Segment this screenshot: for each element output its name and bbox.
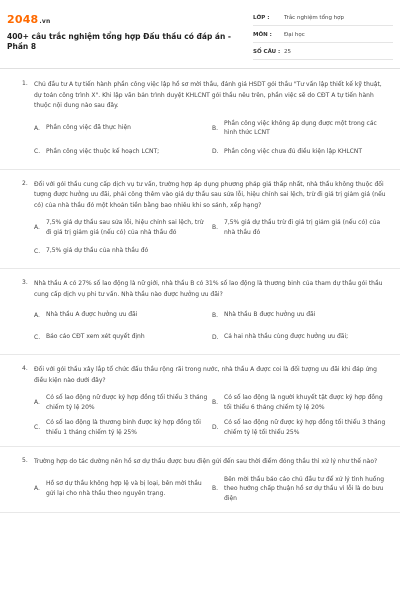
option-text: Bên mời thầu báo cáo chủ đầu tư để xử lý tình huống theo hướng chấp thuận hồ sơ dự thầu vì lỗi là do bưu điện [224, 475, 385, 502]
option-a[interactable] [34, 390, 212, 415]
option-letter: B. [212, 311, 219, 319]
meta-row-class [253, 12, 393, 26]
meta-key: LỚP : [253, 15, 270, 21]
option-text: 7,5% giá dự thầu trừ đi giá trị giảm giá (nếu có) của nhà thầu đó [224, 219, 381, 236]
option-text: 7,5% giá dự thầu của nhà thầu đó [46, 247, 149, 255]
question-4 [0, 355, 400, 447]
question-number: 4. [22, 365, 28, 372]
option-text: Có số lao động là thương binh được ký hợp đồng tối thiểu 1 tháng chiếm tỷ lệ 25% [46, 419, 201, 436]
question-number: 5. [22, 457, 28, 464]
meta-value: 25 [284, 49, 291, 55]
option-c[interactable] [34, 326, 212, 348]
site-logo[interactable] [7, 13, 50, 26]
question-2 [0, 170, 400, 270]
option-c[interactable] [34, 141, 212, 163]
option-c[interactable] [34, 415, 212, 440]
meta-key: MÔN : [253, 32, 272, 38]
option-letter: C. [34, 247, 41, 255]
option-list [34, 215, 390, 262]
option-b[interactable] [212, 472, 390, 507]
option-b[interactable] [212, 390, 390, 415]
meta-key: SỐ CÂU : [253, 49, 281, 55]
option-b[interactable] [212, 116, 390, 141]
logo-suffix: .vn [39, 18, 51, 25]
option-d[interactable] [212, 141, 390, 163]
option-letter: A. [34, 311, 40, 319]
option-letter: C. [34, 333, 41, 341]
option-letter: D. [212, 424, 219, 431]
question-text: Đối với gói thầu cung cấp dịch vụ tư vấn, trường hợp áp dụng phương pháp giá thấp nhất, nhà thầu không thuộc đối tượng được hưởng ưu đãi, phải công thêm vào giá dự thầu sau sửa lỗi, hiệu chỉnh sai lệch, trừ đi giá trị giảm giá (nếu có) của nhà thầu đó một khoản tiền bằng bao nhiêu khi so sánh, xếp hạng? [34, 180, 386, 209]
question-5 [0, 447, 400, 513]
option-list [34, 304, 390, 348]
question-text: Chủ đầu tư A tự tiến hành phần công việc lập hồ sơ mời thầu, đánh giá HSDT gói thầu "Tư vấn lập thiết kế kỹ thuật, dự toán công trình X". Khi lập văn bản trình duyệt KHLCNT gói thầu nêu trên, phần việc sẽ do CĐT A tự tiến hành thuộc nội dung nào sau đây. [34, 81, 382, 109]
meta-row-subject [253, 29, 393, 43]
meta-value: Trắc nghiệm tổng hợp [284, 15, 345, 21]
question-3 [0, 269, 400, 355]
option-text: Hồ sơ dự thầu không hợp lệ và bị loại, bên mời thầu gửi lại cho nhà thầu theo nguyên trạng. [46, 480, 202, 497]
option-b[interactable] [212, 215, 390, 240]
question-number: 1. [22, 80, 28, 87]
question-number: 2. [22, 179, 28, 187]
option-a[interactable] [34, 116, 212, 141]
option-letter: A. [34, 124, 40, 132]
option-list [34, 116, 390, 163]
option-text: Nhà thầu A được hưởng ưu đãi [46, 311, 138, 319]
option-letter: C. [34, 424, 41, 431]
option-text: Phần công việc thuộc kế hoạch LCNT; [46, 147, 160, 155]
question-1 [0, 70, 400, 170]
option-list [34, 390, 390, 440]
question-text: Trường hợp do tác dường nên hồ sơ dự thầu được bưu điện gửi đến sau thời điểm đóng thầu thì xử lý như thế nào? [34, 458, 378, 465]
option-a[interactable] [34, 472, 212, 507]
header-divider [0, 68, 400, 69]
option-text: Báo cáo CĐT xem xét quyết định [46, 333, 145, 341]
page-title: 400+ câu trắc nghiệm tổng hợp Đấu thầu có đáp án - Phần 8 [7, 32, 232, 51]
option-text: Phần công việc đã thực hiện [46, 124, 131, 132]
option-text: Có số lao động nữ được ký hợp đồng tối thiểu 3 tháng chiếm tỷ lệ 20% [46, 394, 208, 411]
option-letter: D. [212, 333, 219, 341]
option-list [34, 472, 390, 507]
option-d[interactable] [212, 415, 390, 440]
document-header [0, 0, 400, 70]
meta-table [253, 12, 393, 60]
option-letter: C. [34, 148, 41, 155]
option-a[interactable] [34, 215, 212, 240]
option-c[interactable] [34, 240, 212, 262]
option-letter: B. [212, 224, 219, 231]
option-text: Phần công việc chưa đủ điều kiện lập KHLCNT [224, 147, 363, 155]
question-text: Nhà thầu A có 27% số lao động là nữ giới, nhà thầu B có 31% số lao động là thương binh của tham dự thầu gói thầu cung cấp dịch vụ phi tư vấn. Nhà thầu nào được hưởng ưu đãi? [34, 280, 383, 298]
question-number: 3. [22, 279, 28, 286]
option-b[interactable] [212, 304, 390, 326]
option-d[interactable] [212, 326, 390, 348]
option-letter: D. [212, 148, 219, 155]
option-letter: B. [212, 399, 219, 406]
meta-value: Đại học [284, 32, 305, 38]
option-a[interactable] [34, 304, 212, 326]
option-letter: A. [34, 224, 40, 231]
option-letter: B. [212, 124, 219, 132]
option-text: Có số lao động là người khuyết tật được ký hợp đồng tối thiểu 6 tháng chiếm tỷ lệ 20% [224, 394, 383, 411]
option-text: Phần công việc không áp dụng được một trong các hình thức LCNT [224, 119, 377, 136]
option-letter: A. [34, 399, 40, 406]
option-text: Cả hai nhà thầu cùng được hưởng ưu đãi; [224, 333, 349, 341]
question-list [0, 70, 400, 513]
option-letter: A. [34, 485, 40, 493]
option-letter: B. [212, 485, 219, 493]
meta-row-count [253, 46, 393, 60]
option-text: Có số lao động nữ được ký hợp đồng tối thiểu 3 tháng chiếm tỷ lệ tối thiểu 25% [224, 419, 386, 436]
option-text: Nhà thầu B được hưởng ưu đãi [224, 311, 316, 319]
option-text: 7,5% giá dự thầu sau sửa lỗi, hiệu chỉnh sai lệch, trừ đi giá trị giảm giá (nếu có) của nhà thầu đó [46, 219, 204, 236]
question-text: Đối với gói thầu xây lắp tổ chức đấu thầu rộng rãi trong nước, nhà thầu A được coi là đối tượng ưu đãi khi đáp ứng điều kiện nào dưới đây? [34, 366, 377, 384]
logo-main: 2048 [7, 13, 39, 26]
